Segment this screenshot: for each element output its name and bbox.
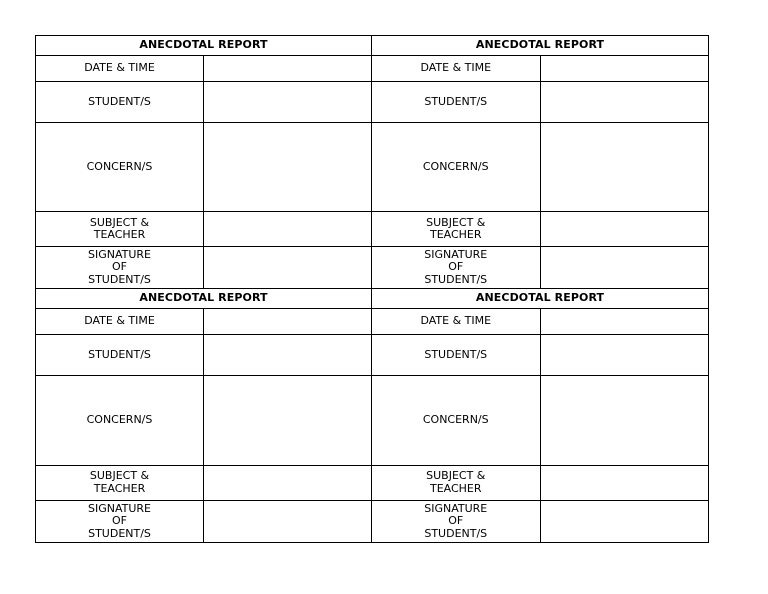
subject-teacher-label: SUBJECT & TEACHER [36,212,204,247]
concerns-field[interactable] [540,123,708,212]
subject-teacher-field[interactable] [540,212,708,247]
anecdotal-report-form [372,35,709,289]
report-table [372,36,708,288]
concerns-field[interactable] [204,376,372,465]
anecdotal-report-form [372,289,709,543]
report-table [36,36,371,288]
concerns-label: CONCERN/S [36,376,204,465]
report-table [36,289,371,542]
students-field[interactable] [204,82,372,123]
signature-field[interactable] [204,247,372,289]
date-time-label: DATE & TIME [372,56,540,82]
concerns-field[interactable] [204,123,372,212]
date-time-field[interactable] [204,56,372,82]
subject-teacher-label: SUBJECT & TEACHER [372,212,540,247]
students-label: STUDENT/S [372,82,540,123]
subject-teacher-label: SUBJECT & TEACHER [36,465,204,500]
anecdotal-report-form [35,289,372,543]
date-time-field[interactable] [540,56,708,82]
report-title: ANECDOTAL REPORT [36,289,371,309]
subject-teacher-field[interactable] [540,465,708,500]
date-time-label: DATE & TIME [36,56,204,82]
signature-field[interactable] [204,500,372,542]
date-time-field[interactable] [204,309,372,335]
subject-teacher-field[interactable] [204,465,372,500]
students-field[interactable] [540,82,708,123]
anecdotal-report-form [35,35,372,289]
report-title: ANECDOTAL REPORT [372,289,708,309]
concerns-label: CONCERN/S [372,376,540,465]
signature-label: SIGNATURE OF STUDENT/S [372,247,540,289]
signature-field[interactable] [540,247,708,289]
report-table [372,289,708,542]
students-label: STUDENT/S [36,82,204,123]
date-time-label: DATE & TIME [372,309,540,335]
report-title: ANECDOTAL REPORT [36,36,371,56]
students-field[interactable] [540,335,708,376]
report-title: ANECDOTAL REPORT [372,36,708,56]
concerns-field[interactable] [540,376,708,465]
anecdotal-report-sheet [35,35,709,543]
signature-field[interactable] [540,500,708,542]
concerns-label: CONCERN/S [36,123,204,212]
signature-label: SIGNATURE OF STUDENT/S [36,247,204,289]
students-label: STUDENT/S [372,335,540,376]
subject-teacher-label: SUBJECT & TEACHER [372,465,540,500]
students-label: STUDENT/S [36,335,204,376]
date-time-field[interactable] [540,309,708,335]
subject-teacher-field[interactable] [204,212,372,247]
signature-label: SIGNATURE OF STUDENT/S [36,500,204,542]
date-time-label: DATE & TIME [36,309,204,335]
students-field[interactable] [204,335,372,376]
concerns-label: CONCERN/S [372,123,540,212]
signature-label: SIGNATURE OF STUDENT/S [372,500,540,542]
